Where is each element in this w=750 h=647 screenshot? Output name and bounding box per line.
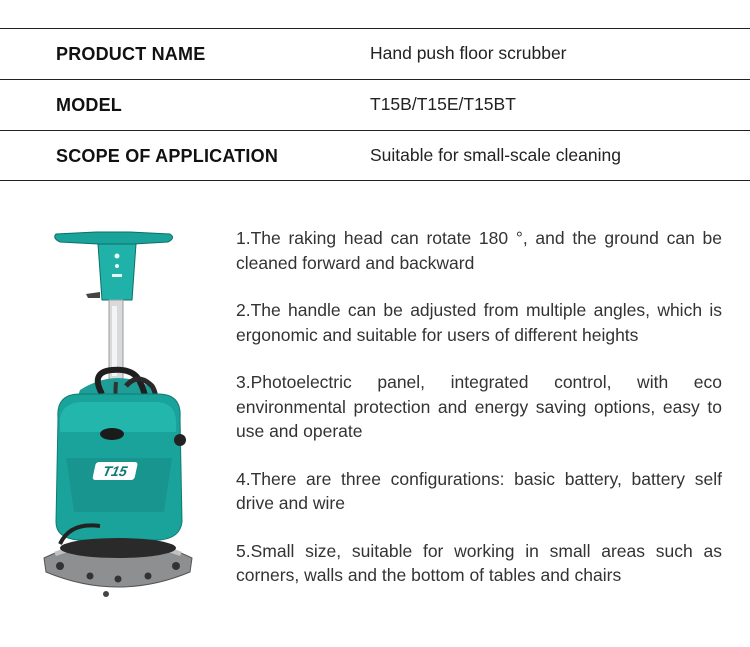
feature-list [236,226,722,611]
feature-item: 5.Small size, suitable for working in small areas such as corners, walls and the bottom of tables and chairs [236,540,722,585]
spec-row-scope [0,130,750,181]
spec-label: SCOPE OF APPLICATION [56,146,279,166]
feature-item: 4.There are three configurations: basic battery, battery self drive and wire [236,468,722,513]
feature-item: 2.The handle can be adjusted from multiple angles, which is ergonomic and suitable for users of different heights [236,300,722,345]
logo-text: T15 [101,463,129,479]
feature-item: 3.Photoelectric panel, integrated control, with eco environmental protection and energy saving options, easy to use and operate [236,372,722,441]
spec-value: Suitable for small-scale cleaning [370,145,621,165]
spec-row-model [0,79,750,130]
spec-value: Hand push floor scrubber [370,43,567,63]
spec-label: MODEL [56,95,122,115]
floor-scrubber-image [30,222,205,602]
spec-value: T15B/T15E/T15BT [370,94,516,114]
spec-row-product-name [0,28,750,79]
spec-label: PRODUCT NAME [56,44,206,64]
feature-item: 1.The raking head can rotate 180 °, and the ground can be cleaned forward and backward [236,228,722,273]
spec-table [0,28,750,181]
